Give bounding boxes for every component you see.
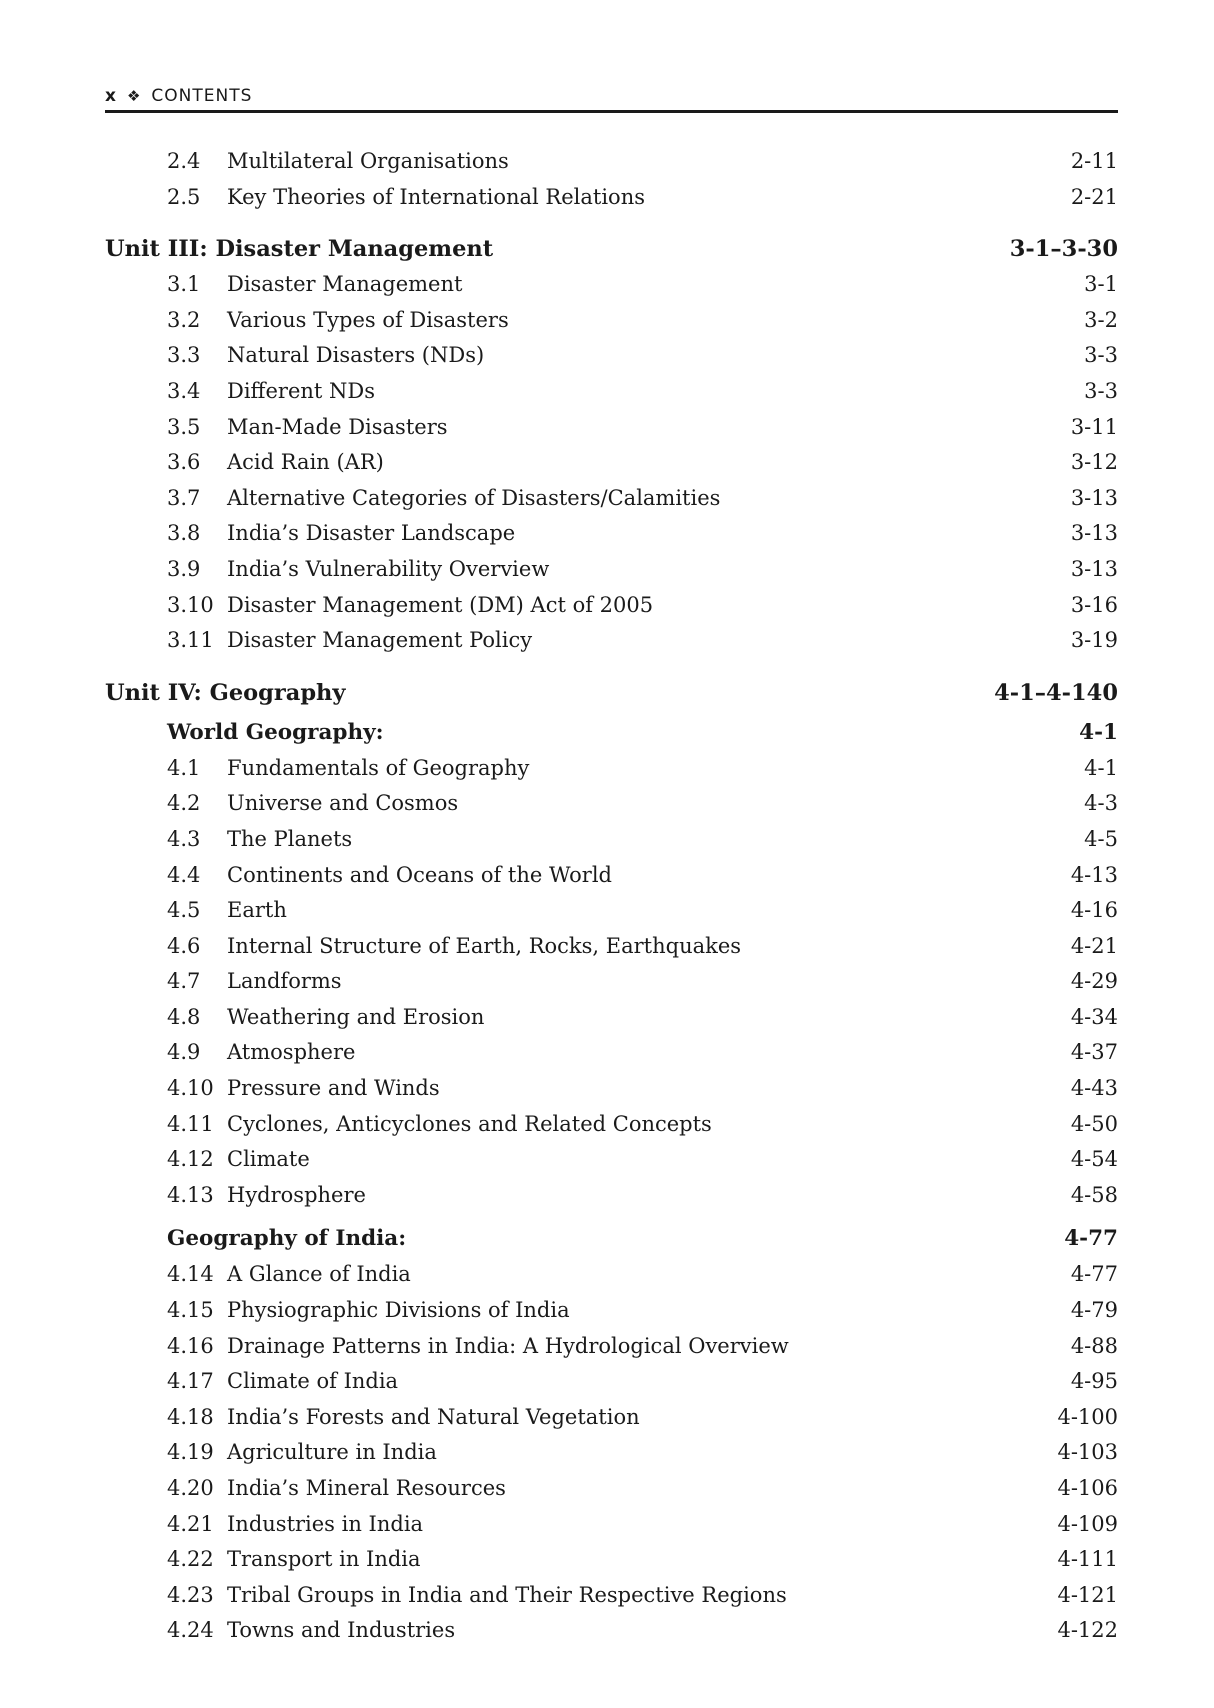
entry-title: Cyclones, Anticyclones and Related Concepts (227, 1111, 712, 1136)
entry-page: 4-58 (1070, 1182, 1118, 1207)
entry-title: Disaster Management Policy (227, 628, 533, 653)
entry-number: 4.3 (167, 826, 201, 851)
entry-number: 4.21 (167, 1511, 214, 1536)
toc-entry[interactable] (105, 786, 1118, 822)
entry-page: 4-79 (1070, 1298, 1118, 1323)
unit-heading[interactable] (105, 675, 1118, 711)
entry-title: Alternative Categories of Disasters/Calamities (227, 485, 721, 510)
toc-entry[interactable] (105, 267, 1118, 303)
toc-entry[interactable] (105, 1035, 1118, 1071)
entry-number: 4.19 (167, 1440, 214, 1465)
entry-number: 4.13 (167, 1182, 214, 1207)
entry-number: 4.9 (167, 1040, 201, 1065)
toc-entry[interactable] (105, 1142, 1118, 1178)
unit-title: Unit IV: Geography (105, 679, 346, 706)
entry-number: 3.10 (167, 592, 214, 617)
entry-title: Tribal Groups in India and Their Respective Regions (227, 1582, 787, 1607)
india-entries-list (105, 1257, 1118, 1649)
entry-page: 4-43 (1070, 1076, 1118, 1101)
toc-entry[interactable] (105, 751, 1118, 787)
toc-entry[interactable] (105, 1329, 1118, 1365)
entry-number: 4.18 (167, 1404, 214, 1429)
entry-number: 4.23 (167, 1582, 214, 1607)
entry-number: 4.10 (167, 1076, 214, 1101)
entry-page: 4-54 (1070, 1147, 1118, 1172)
entry-page: 3-13 (1070, 521, 1118, 546)
toc-entry[interactable] (105, 374, 1118, 410)
entry-number: 4.16 (167, 1333, 214, 1358)
section-title: World Geography: (167, 719, 384, 745)
entry-title: Transport in India (227, 1547, 421, 1572)
entry-page: 3-1 (1084, 272, 1118, 297)
world-entries-list (105, 751, 1118, 1214)
table-of-contents (105, 144, 1118, 1649)
entry-number: 4.22 (167, 1547, 214, 1572)
toc-entry[interactable] (105, 1400, 1118, 1436)
entry-page: 4-106 (1057, 1476, 1118, 1500)
entry-number: 4.11 (167, 1111, 214, 1136)
toc-entry[interactable] (105, 623, 1118, 659)
entry-number: 3.1 (167, 272, 201, 297)
entry-page: 4-50 (1070, 1111, 1118, 1136)
toc-entry[interactable] (105, 180, 1118, 216)
entry-title: A Glance of India (227, 1262, 411, 1287)
entry-number: 4.14 (167, 1262, 214, 1287)
toc-entry[interactable] (105, 893, 1118, 929)
toc-entry[interactable] (105, 1364, 1118, 1400)
entry-page: 4-111 (1057, 1547, 1118, 1572)
section-page: 4-1 (1079, 719, 1118, 745)
entry-number: 4.24 (167, 1618, 214, 1643)
entry-page: 4-100 (1057, 1404, 1118, 1429)
entry-page: 2-21 (1070, 184, 1118, 209)
section-page: 4-77 (1064, 1226, 1118, 1252)
entry-number: 4.8 (167, 1004, 201, 1029)
toc-entry[interactable] (105, 822, 1118, 858)
toc-entry[interactable] (105, 144, 1118, 180)
page-number-roman: x (105, 86, 117, 106)
toc-entry[interactable] (105, 1613, 1118, 1649)
entry-title: India’s Vulnerability Overview (227, 556, 550, 581)
toc-entry[interactable] (105, 303, 1118, 339)
pre-entries-list (105, 144, 1118, 215)
unit-page-range: 3-1–3-30 (1009, 236, 1118, 263)
toc-entry[interactable] (105, 858, 1118, 894)
entry-number: 3.2 (167, 307, 201, 332)
entry-title: Climate (227, 1147, 310, 1172)
unit-page-range: 4-1–4-140 (994, 679, 1118, 706)
entry-title: Disaster Management (227, 272, 463, 297)
entry-title: Acid Rain (AR) (227, 450, 384, 475)
entry-title: India’s Mineral Resources (227, 1476, 506, 1500)
toc-entry[interactable] (105, 1000, 1118, 1036)
toc-entry[interactable] (105, 1507, 1118, 1543)
entry-page: 4-29 (1070, 969, 1118, 994)
entry-title: Agriculture in India (227, 1440, 437, 1465)
toc-entry[interactable] (105, 1542, 1118, 1578)
entry-number: 3.4 (167, 378, 201, 403)
entry-title: Atmosphere (227, 1040, 356, 1065)
entry-page: 4-122 (1057, 1618, 1118, 1643)
entry-page: 2-11 (1070, 149, 1118, 173)
entry-page: 4-3 (1084, 791, 1118, 816)
toc-entry[interactable] (105, 1471, 1118, 1507)
entry-number: 4.1 (167, 755, 201, 780)
entry-page: 4-121 (1057, 1582, 1118, 1607)
toc-entry[interactable] (105, 1107, 1118, 1143)
entry-title: India’s Forests and Natural Vegetation (227, 1404, 640, 1429)
entry-page: 4-34 (1070, 1004, 1118, 1029)
entry-title: Internal Structure of Earth, Rocks, Earthquakes (227, 933, 742, 958)
entry-page: 3-19 (1070, 628, 1118, 653)
toc-entry[interactable] (105, 1435, 1118, 1471)
entry-title: Climate of India (227, 1369, 399, 1394)
toc-entry[interactable] (105, 1293, 1118, 1329)
entry-page: 4-13 (1070, 862, 1118, 887)
entry-title: Various Types of Disasters (227, 307, 509, 332)
entry-number: 3.8 (167, 521, 201, 546)
entry-title: Landforms (227, 969, 342, 994)
entry-number: 4.17 (167, 1369, 214, 1394)
entry-page: 4-88 (1070, 1333, 1118, 1358)
entry-page: 3-11 (1070, 414, 1118, 439)
unit-title: Unit III: Disaster Management (105, 236, 494, 263)
entry-page: 4-16 (1070, 898, 1118, 923)
entry-number: 3.7 (167, 485, 201, 510)
unit-heading[interactable] (105, 231, 1118, 267)
entry-page: 4-109 (1057, 1511, 1118, 1536)
toc-entry[interactable] (105, 964, 1118, 1000)
toc-entry[interactable] (105, 338, 1118, 374)
entry-page: 4-5 (1084, 826, 1118, 851)
entry-title: Continents and Oceans of the World (227, 862, 612, 887)
entry-number: 4.20 (167, 1476, 214, 1500)
entry-page: 3-12 (1070, 450, 1118, 475)
entry-title: Drainage Patterns in India: A Hydrological Overview (227, 1333, 789, 1358)
entry-title: Different NDs (227, 378, 375, 403)
toc-entry[interactable] (105, 516, 1118, 552)
running-header (105, 86, 1118, 113)
entry-title: The Planets (227, 826, 353, 851)
toc-entry[interactable] (105, 445, 1118, 481)
entry-page: 3-13 (1070, 556, 1118, 581)
entry-number: 3.9 (167, 556, 201, 581)
entry-page: 4-77 (1070, 1262, 1118, 1287)
unit3-entries-list (105, 267, 1118, 659)
entry-page: 3-3 (1084, 343, 1118, 368)
entry-title: Multilateral Organisations (227, 149, 509, 173)
entry-title: Fundamentals of Geography (227, 755, 530, 780)
toc-entry[interactable] (105, 410, 1118, 446)
entry-number: 3.6 (167, 450, 201, 475)
entry-number: 3.3 (167, 343, 201, 368)
entry-number: 2.5 (167, 184, 201, 209)
entry-number: 4.12 (167, 1147, 214, 1172)
section-heading[interactable] (105, 1221, 1118, 1257)
header-label: CONTENTS (151, 86, 253, 106)
entry-title: Man-Made Disasters (227, 414, 448, 439)
entry-page: 3-3 (1084, 378, 1118, 403)
entry-number: 4.6 (167, 933, 201, 958)
diamond-icon: ❖ (126, 87, 142, 105)
entry-page: 3-16 (1070, 592, 1118, 617)
entry-number: 4.15 (167, 1298, 214, 1323)
entry-page: 4-37 (1070, 1040, 1118, 1065)
entry-title: Industries in India (227, 1511, 424, 1536)
toc-entry[interactable] (105, 1257, 1118, 1293)
toc-entry[interactable] (105, 1071, 1118, 1107)
entry-page: 4-103 (1057, 1440, 1118, 1465)
entry-title: Disaster Management (DM) Act of 2005 (227, 592, 654, 617)
entry-title: India’s Disaster Landscape (227, 521, 516, 546)
entry-page: 4-95 (1070, 1369, 1118, 1394)
entry-title: Pressure and Winds (227, 1076, 440, 1101)
toc-entry[interactable] (105, 552, 1118, 588)
entry-number: 4.5 (167, 898, 201, 923)
entry-number: 4.7 (167, 969, 201, 994)
toc-entry[interactable] (105, 1578, 1118, 1614)
toc-entry[interactable] (105, 588, 1118, 624)
entry-number: 3.5 (167, 414, 201, 439)
entry-title: Weathering and Erosion (227, 1004, 485, 1029)
entry-page: 4-1 (1084, 755, 1118, 780)
entry-title: Earth (227, 898, 287, 923)
entry-number: 3.11 (167, 628, 214, 653)
section-heading[interactable] (105, 715, 1118, 751)
entry-page: 3-2 (1084, 307, 1118, 332)
toc-entry[interactable] (105, 929, 1118, 965)
entry-title: Key Theories of International Relations (227, 184, 646, 209)
entry-page: 4-21 (1070, 933, 1118, 958)
entry-number: 4.2 (167, 791, 201, 816)
toc-entry[interactable] (105, 481, 1118, 517)
section-title: Geography of India: (167, 1226, 407, 1252)
entry-title: Physiographic Divisions of India (227, 1298, 570, 1323)
entry-number: 2.4 (167, 149, 201, 173)
entry-title: Towns and Industries (227, 1618, 456, 1643)
entry-title: Natural Disasters (NDs) (227, 343, 485, 368)
entry-number: 4.4 (167, 862, 201, 887)
entry-title: Hydrosphere (227, 1182, 366, 1207)
entry-title: Universe and Cosmos (227, 791, 459, 816)
entry-page: 3-13 (1070, 485, 1118, 510)
toc-entry[interactable] (105, 1178, 1118, 1214)
